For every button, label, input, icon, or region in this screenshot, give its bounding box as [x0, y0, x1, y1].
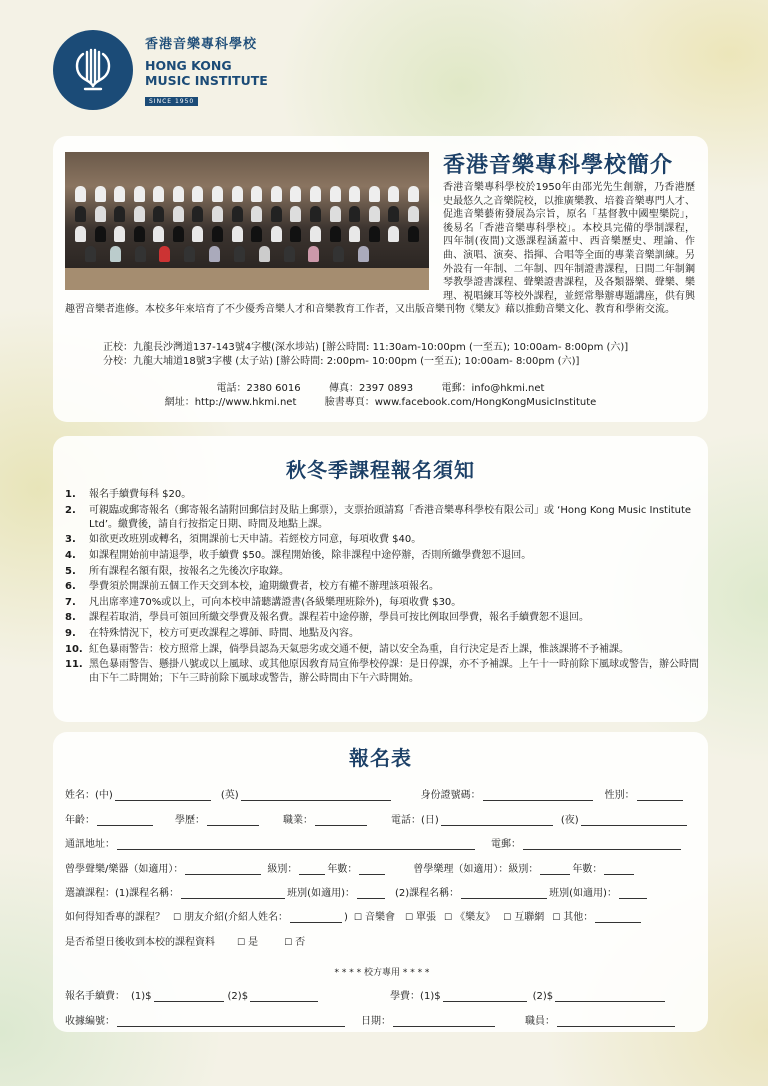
education-label: 學歷：: [175, 814, 205, 826]
contact-block: [53, 382, 708, 410]
other-option-label: 其他：: [563, 912, 594, 924]
gender-label: 性別：: [604, 790, 635, 802]
rule-item: 2. 可親臨或郵寄報名（郵寄報名請附回郵信封及貼上郵票），支票抬頭請寫「香港音樂專科學校有限公司」或 ‘Hong Kong Music Institute Ltd’。繳費後，請自行按指定日期、時間及地點上課。: [65, 504, 692, 530]
rule-item: 8. 課程若取消，學員可領回所繳交學費及報名費。課程若中途停辦，學員可按比例取回學費，報名手續費恕不退回。: [65, 612, 589, 624]
how-know-label: 如何得知香專的課程？: [65, 912, 165, 924]
receipt-field[interactable]: [117, 1015, 345, 1027]
id-no-field[interactable]: [483, 789, 593, 801]
tuition-1-field[interactable]: [443, 990, 527, 1002]
course1-label: 選讀課程：(1)課程名稱：: [65, 887, 180, 899]
address-label: 通訊地址：: [65, 839, 115, 851]
about-title: 香港音樂專科學校簡介: [443, 153, 674, 178]
school-logo: [53, 30, 133, 110]
address-field[interactable]: [117, 838, 475, 850]
id-no-label: 身份證號碼：: [420, 790, 481, 802]
course1-field[interactable]: [181, 887, 285, 899]
friend-option-close: ): [343, 912, 348, 924]
rule-item: 5. 所有課程名額有限，按報名之先後次序取錄。: [65, 565, 289, 577]
about-card: [53, 136, 708, 422]
age-field[interactable]: [97, 814, 153, 826]
no-checkbox[interactable]: ☐: [284, 937, 293, 948]
yes-option-label: 是: [248, 936, 259, 948]
about-body: [65, 181, 695, 317]
name-en-label: (英): [220, 790, 239, 802]
gender-field[interactable]: [637, 789, 683, 801]
leaflet-option-label: 單張: [416, 912, 437, 924]
studied-theory-label: 曾學樂理（如適用）：級別：: [413, 863, 539, 875]
website-link[interactable]: 網址：http://www.hkmi.net: [164, 397, 297, 408]
instrument-level-field[interactable]: [299, 863, 325, 875]
main-campus-address: 正校：九龍長沙灣道137-143號4字樓(深水埗站) [辦公時間: 11:30am-10:00pm (一至五); 10:00am- 8:00pm (六)]: [103, 342, 629, 353]
instrument-level-label: 級別：: [267, 863, 298, 875]
education-field[interactable]: [207, 814, 259, 826]
occupation-field[interactable]: [315, 814, 367, 826]
tel-night-field[interactable]: [581, 814, 687, 826]
instrument-years-label: 年數：: [327, 863, 358, 875]
concert-option-label: 音樂會: [364, 912, 395, 924]
concert-checkbox[interactable]: ☐: [353, 913, 362, 924]
tel-day-field[interactable]: [441, 814, 553, 826]
school-name-zh: 香港音樂專科學校: [145, 37, 258, 52]
tuition-2-label: (2)$: [532, 991, 554, 1003]
branch-campus-address: 分校：九龍大埔道18號3字樓 (太子站) [辦公時間: 2:00pm- 10:00pm (一至五); 10:00am- 8:00pm (六)]: [103, 356, 580, 367]
address-block: [103, 341, 628, 369]
theory-level-field[interactable]: [540, 863, 570, 875]
instrument-years-field[interactable]: [359, 863, 385, 875]
rule-item: 9. 在特殊情況下，校方可更改課程之導師、時間、地點及內容。: [65, 627, 359, 639]
friend-checkbox[interactable]: ☐: [173, 913, 182, 924]
reg-fee-1-label: (1)$: [131, 991, 152, 1003]
tel-night-label: (夜): [560, 814, 579, 826]
occupation-label: 職業：: [283, 814, 313, 826]
receipt-label: 收據編號：: [65, 1015, 115, 1027]
receive-info-label: 是否希望日後收到本校的課程資料: [65, 936, 215, 948]
class2-field[interactable]: [619, 887, 647, 899]
about-paragraph: 香港音樂專科學校於1950年由邵光先生創辦，乃香港歷史最悠久之音樂院校，以推廣樂教、培養音樂專門人才、促進音樂藝術發展為宗旨，原名「基督教中國聖樂院」，後易名「香港音樂專科學校」。本校具完備的學制課程，四年制(夜間)文憑課程涵蓋中、西音樂歷史、理論、作曲、演唱、演奏、指揮、合唱等全面的專業音樂訓練。另外設有一年制、二年制、四年制證書課程，日間二年制鋼琴教學證書課程、聲樂證書課程，及各類器樂、聲樂、樂理、視唱練耳等校外課程，並經常舉辦專題講座，供有興趣習音樂者進修。本校多年來培育了不少優秀音樂人才和音樂教育工作者，又出版音樂刊物《樂友》藉以推動音樂文化、教育和學術交流。: [65, 182, 695, 316]
tuition-2-field[interactable]: [555, 990, 665, 1002]
facebook-link[interactable]: 臉書專頁：www.facebook.com/HongKongMusicInstitute: [324, 397, 597, 408]
staff-label: 職員：: [525, 1015, 555, 1027]
registration-form-card: [53, 732, 708, 1032]
rule-item: 6. 學費須於開課前五個工作天交到本校，逾期繳費者，校方有權不辦理該項報名。: [65, 581, 439, 593]
yes-checkbox[interactable]: ☐: [237, 937, 246, 948]
tuition-1-label: 學費：(1)$: [390, 991, 441, 1003]
rule-item: 11. 黑色暴雨警告、懸掛八號或以上風球、或其他原因敎育局宣佈學校停課：是日停課，亦不予補課。上午十一時前除下風球或警告，辦公時間由下午二時開始；下午三時前除下風球或警告，辦公時間由下午六時開始。: [65, 659, 699, 685]
friend-option-label: 朋友介紹(介紹人姓名：: [184, 912, 288, 924]
theory-years-field[interactable]: [604, 863, 634, 875]
email-label: 電郵：: [491, 839, 521, 851]
school-name-en-1: HONG KONG: [145, 58, 232, 73]
course2-field[interactable]: [461, 887, 547, 899]
staff-field[interactable]: [557, 1015, 675, 1027]
rule-item: 10. 紅色暴雨警告：校方照常上課，倘學員認為天氣惡劣或交通不便，請以安全為重，自行決定是否上課，惟該課將不予補課。: [65, 643, 629, 655]
name-zh-field[interactable]: [115, 789, 211, 801]
rule-item: 3. 如欲更改班別或轉名，須開課前七天申請。若經校方同意，每項收費 $40。: [65, 534, 422, 546]
since-badge: SINCE 1950: [145, 97, 198, 106]
email-text: 電郵：info@hkmi.net: [441, 383, 545, 394]
rules-list: [65, 488, 700, 688]
date-label: 日期：: [361, 1015, 391, 1027]
leaflet-checkbox[interactable]: ☐: [404, 913, 414, 924]
no-option-label: 否: [295, 936, 306, 948]
school-name-en-2: MUSIC INSTITUTE: [145, 73, 268, 88]
other-checkbox[interactable]: ☐: [552, 913, 561, 924]
theory-years-label: 年數：: [572, 863, 603, 875]
reg-fee-label: 報名手續費：: [65, 991, 125, 1003]
reg-fee-2-label: (2)$: [227, 991, 249, 1003]
other-option-field[interactable]: [595, 911, 641, 923]
fax-text: 傳真：2397 0893: [329, 383, 414, 394]
magazine-checkbox[interactable]: ☐: [444, 913, 453, 924]
name-zh-label: 姓名：(中): [65, 790, 113, 802]
reg-fee-1-field[interactable]: [154, 990, 224, 1002]
rule-item: 4. 如課程開始前申請退學，收手續費 $50。課程開始後，除非課程中途停辦，否則所繳學費恕不退回。: [65, 549, 532, 561]
internet-checkbox[interactable]: ☐: [503, 913, 512, 924]
class1-field[interactable]: [357, 887, 385, 899]
course2-label: (2)課程名稱：: [394, 887, 460, 899]
rule-item: 1. 報名手續費每科 $20。: [65, 489, 192, 500]
date-field[interactable]: [393, 1015, 495, 1027]
studied-instrument-field[interactable]: [185, 863, 261, 875]
class1-label: 班別(如適用)：: [287, 887, 355, 899]
age-label: 年齡：: [65, 814, 95, 826]
referrer-name-field[interactable]: [290, 911, 342, 923]
lyre-icon: [65, 42, 121, 98]
tel-day-label: 電話：(日): [391, 814, 439, 826]
office-use-label: * * * * 校方專用 * * * *: [334, 967, 430, 978]
name-en-field[interactable]: [241, 789, 391, 801]
rules-title: 秋冬季課程報名須知: [286, 458, 475, 482]
magazine-option-label: 《樂友》: [455, 912, 496, 924]
school-header: [53, 30, 268, 110]
form-title: 報名表: [349, 746, 412, 770]
phone-text: 電話：2380 6016: [216, 383, 301, 394]
email-field[interactable]: [523, 838, 681, 850]
class2-label: 班別(如適用)：: [549, 887, 617, 899]
rules-card: [53, 436, 708, 722]
internet-option-label: 互聯網: [514, 912, 545, 924]
rule-item: 7. 凡出席率達70%或以上，可向本校申請聽講證書(各級樂理班除外)，每項收費 $30。: [65, 596, 462, 608]
studied-instrument-label: 曾學聲樂/樂器（如適用）：: [65, 863, 184, 875]
registration-form: [65, 777, 699, 1027]
reg-fee-2-field[interactable]: [250, 990, 318, 1002]
